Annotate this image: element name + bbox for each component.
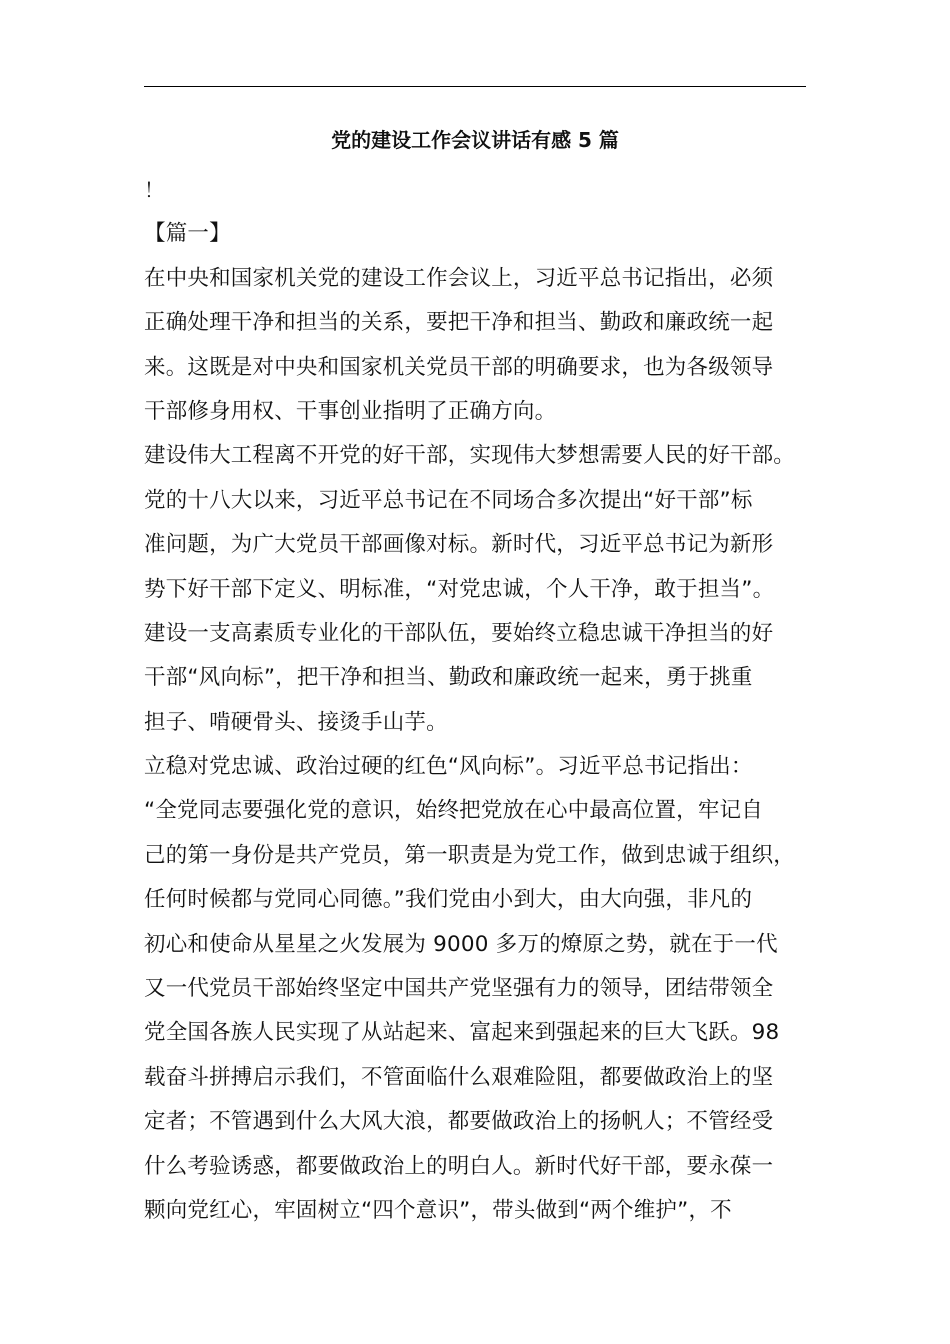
text-line: 正确处理干净和担当的关系，要把干净和担当、勤政和廉政统一起 [144, 310, 774, 336]
text-line: 干部“风向标”，把干净和担当、勤政和廉政统一起来，勇于挑重 [144, 665, 753, 691]
text-line: 干部修身用权、干事创业指明了正确方向。 [144, 398, 557, 424]
text-line: 己的第一身份是共产党员，第一职责是为党工作，做到忠诚于组织， [144, 842, 796, 868]
text-line: “全党同志要强化党的意识，始终把党放在心中最高位置，牢记自 [144, 798, 763, 824]
text-line: 初心和使命从星星之火发展为 9000 多万的燎原之势，就在于一代 [144, 931, 778, 957]
text-line: 党的十八大以来，习近平总书记在不同场合多次提出“好干部”标 [144, 487, 753, 513]
text-line: 立稳对党忠诚、政治过硬的红色“风向标”。习近平总书记指出： [144, 754, 753, 780]
text-line: 建设一支高素质专业化的干部队伍，要始终立稳忠诚干净担当的好 [144, 620, 774, 646]
text-line: 担子、啃硬骨头、接烫手山芋。 [144, 709, 448, 735]
text-line: 颗向党红心，牢固树立“四个意识”，带头做到“两个维护”，不 [144, 1197, 732, 1223]
text-line: 什么考验诱惑，都要做政治上的明白人。新时代好干部，要永葆一 [144, 1153, 774, 1179]
document-body [144, 168, 808, 1233]
text-line: 党全国各族人民实现了从站起来、富起来到强起来的巨大飞跃。98 [144, 1020, 780, 1046]
text-line: 任何时候都与党同心同德。”我们党由小到大，由大向强，非凡的 [144, 887, 753, 913]
text-line: 定者；不管遇到什么大风大浪，都要做政治上的扬帆人；不管经受 [144, 1109, 774, 1135]
exclamation-mark: ！ [144, 178, 165, 202]
text-line: 势下好干部下定义、明标准，“对党忠诚，个人干净，敢于担当”。 [144, 576, 775, 602]
document-title: 党的建设工作会议讲话有感 5 篇 [331, 128, 619, 152]
text-line: 准问题，为广大党员干部画像对标。新时代，习近平总书记为新形 [144, 532, 774, 558]
text-line: 建设伟大工程离不开党的好干部，实现伟大梦想需要人民的好干部。 [144, 443, 796, 469]
text-line: 载奋斗拼搏启示我们，不管面临什么艰难险阻，都要做政治上的坚 [144, 1064, 774, 1090]
section-heading: 【篇一】 [144, 221, 231, 247]
text-line: 来。这既是对中央和国家机关党员干部的明确要求，也为各级领导 [144, 354, 774, 380]
header-rule [144, 86, 806, 87]
text-line: 在中央和国家机关党的建设工作会议上，习近平总书记指出，必须 [144, 265, 774, 291]
text-line: 又一代党员干部始终坚定中国共产党坚强有力的领导，团结带领全 [144, 976, 774, 1002]
